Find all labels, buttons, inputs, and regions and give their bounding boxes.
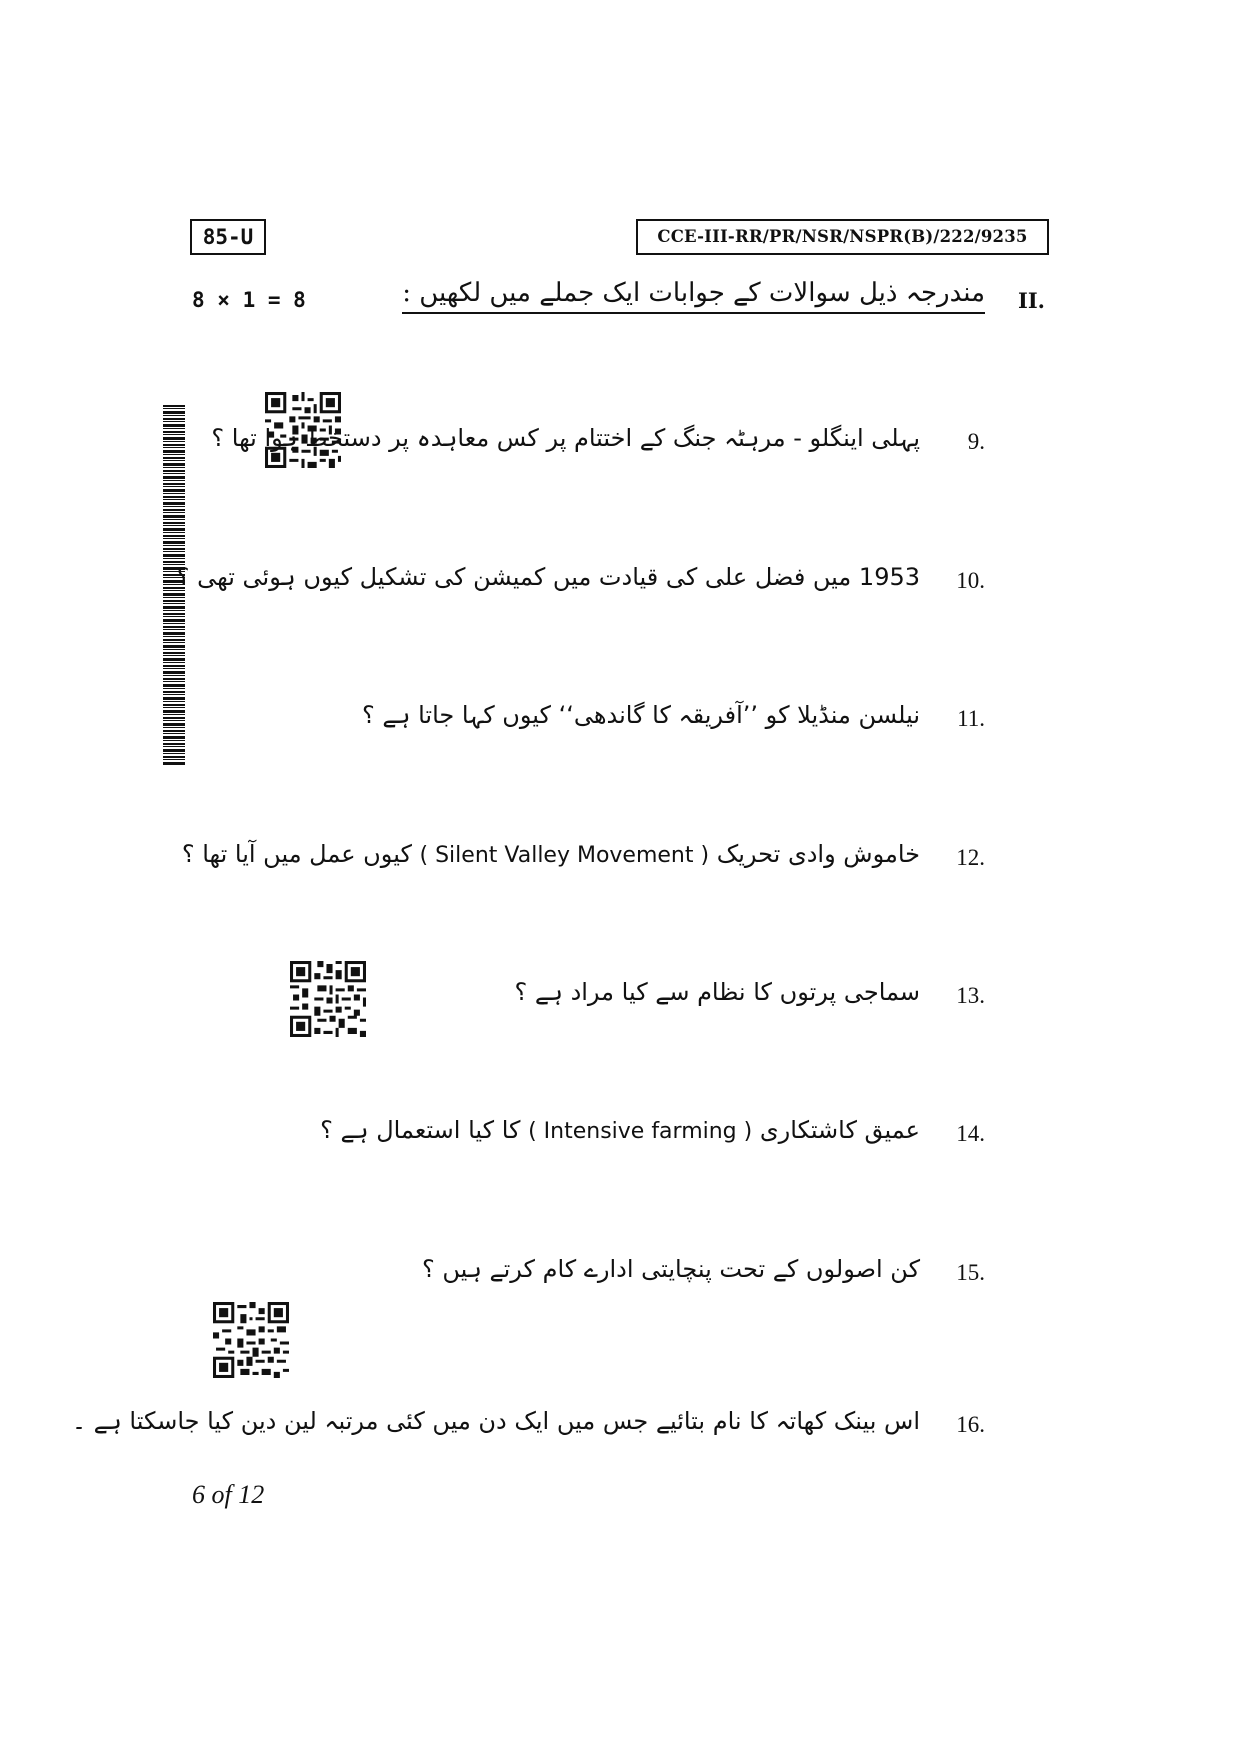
question-text: کن اصولوں کے تحت پنچایتی ادارے کام کرتے ہیں ؟ <box>421 1255 920 1283</box>
question-english-term: ( Silent Valley Movement ) <box>419 843 710 868</box>
question-number: 9. <box>967 429 985 454</box>
qr-code-icon <box>290 961 366 1037</box>
question-number: 13. <box>956 983 985 1008</box>
section-number: II. <box>1018 288 1045 313</box>
question-text: اس بینک کھاتہ کا نام بتائیے جس میں ایک دن میں کئی مرتبہ لین دین کیا جاسکتا ہے ۔ <box>71 1407 920 1435</box>
page-number: 6 of 12 <box>192 1480 265 1509</box>
question-text-part: کا کیا استعمال ہے ؟ <box>320 1116 521 1144</box>
question-text-part: عمیق کاشتکاری <box>759 1116 920 1144</box>
marks-allocation: 8 × 1 = 8 <box>192 288 306 312</box>
question-text-part: خاموش وادی تحریک <box>716 840 920 868</box>
question-english-term: ( Intensive farming ) <box>528 1119 753 1144</box>
section-title: مندرجہ ذیل سوالات کے جوابات ایک جملے میں لکھیں : <box>402 278 985 314</box>
question-text <box>182 840 920 868</box>
paper-code: 85-U <box>190 219 266 255</box>
question-text: 1953 میں فضل علی کی قیادت میں کمیشن کی تشکیل کیوں ہوئی تھی ؟ <box>176 563 920 591</box>
question-text: سماجی پرتوں کا نظام سے کیا مراد ہے ؟ <box>514 978 920 1006</box>
exam-code: CCE-III-RR/PR/NSR/NSPR(B)/222/9235 <box>636 219 1049 255</box>
question-number: 10. <box>956 568 985 593</box>
question-number: 15. <box>956 1260 985 1285</box>
question-number: 16. <box>956 1412 985 1437</box>
question-number: 14. <box>956 1121 985 1146</box>
question-number: 11. <box>957 706 985 731</box>
question-text-part: کیوں عمل میں آیا تھا ؟ <box>181 840 412 868</box>
question-text: نیلسن منڈیلا کو ’’آفریقہ کا گاندھی‘‘ کیوں کہا جاتا ہے ؟ <box>361 701 920 729</box>
question-text <box>320 1116 920 1144</box>
qr-code-icon <box>213 1302 289 1378</box>
question-text: پہلی اینگلو - مرہٹہ جنگ کے اختتام پر کس معاہدہ پر دستخط ہوا تھا ؟ <box>211 424 920 452</box>
question-number: 12. <box>956 845 985 870</box>
